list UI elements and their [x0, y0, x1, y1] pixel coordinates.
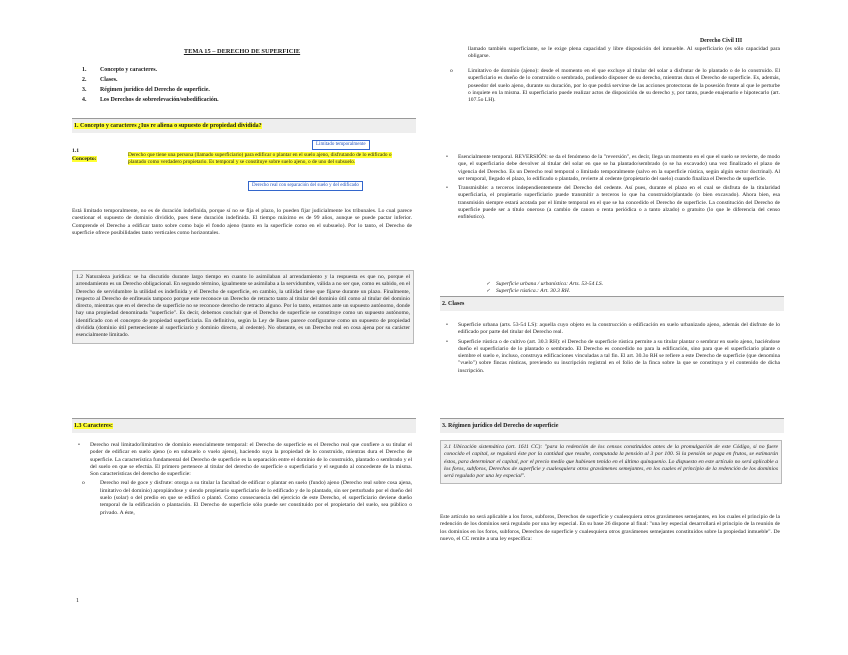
list-item: ✓ Superficie rústica.: Art. 30.3 RH. [440, 288, 780, 295]
tag-real: Derecho real con separación del suelo y del edificado [248, 181, 363, 191]
toc-item: 2. Clases. [82, 77, 118, 83]
concept-label: Concepto: [72, 156, 97, 162]
temporal-transmisible-list [440, 154, 780, 222]
concept-text: Derecho que tiene una persona (llamado superficiario) para edificar o plantar en el suelo ajeno, disfrutando de lo edificado o plantado como verdadero propietario. Es temporal y se constituye sobre suelo ajeno, o de uno del subsuelo. [128, 152, 392, 165]
toc-item: 3. Régimen jurídico del Derecho de superficie. [82, 87, 210, 93]
page-number: 1 [76, 598, 79, 604]
paragraph-temporal: Está limitado temporalmente, no es de duración indefinida, porque sí no se fija el plazo, lo pueden fijar judicialmente los tribunales. Lo cual parece cuestionar el supuesto de dominio dividido, pues tiene duración indefinida. El tiempo máximo es de 99 años, aunque se puede pactar inferior. Comprende el Derecho a edificar tanto sobre como bajo el fondo ajeno (tanto en la superficie como en el subsuelo). Por lo tanto, el Derecho de superficie ofrece posibilidades tanto verticales como horizontales. [72, 208, 412, 236]
list-item: ✓ Superficie urbana / urbanística: Arts. 53-54 LS. [440, 281, 780, 288]
section-1-header: 1. Concepto y caracteres ¿Ius re aliena o supuesto de propiedad dividida? [72, 118, 416, 133]
section-1-3-header: 1.3 Caracteres: [72, 418, 416, 433]
clases-list [440, 322, 780, 375]
continuation-text: llamado también superficiante, se le exige plena capacidad y libre disposición del inmueble. Al superficiario (es sólo capacidad para obligarse. [468, 46, 780, 60]
toc-item: 4. Los Derechos de sobreelevación/subedificación. [82, 97, 219, 103]
paragraph-final: Este artículo no será aplicable a los foros, subforos, Derechos de superficie y cualesquiera otros gravámenes semejantes, en los cuales el principio de la redención de los dominios será regulado por una ley especial. En su base 26 dispone al final: "una ley especial desarrollará el principio de la reunión de los dominios en los foros, subforos, Derechos de superficie y cualesquiera otros gravámenes semejantes constituidos sobre la propiedad inmueble". De nuevo, el CC remite a una ley específica: [440, 514, 780, 542]
concept-block [72, 140, 412, 200]
clases-checklist [440, 281, 780, 296]
toc-item: 1. Concepto y caracteres. [82, 67, 157, 73]
list-item: • Superficie urbana (arts. 53-54 LS): aquella cuyo objeto es la construcción o edificación en suelo urbanizado ajeno, además del disfrute de lo edificado por parte del titular del Derecho real. [440, 322, 780, 337]
caracteres-list [72, 442, 412, 517]
ubicacion-sistematica-box: 3.1 Ubicación sistemática (art. 1611 CC): "para la redención de los censos constituidos antes de la promulgación de este Código, si no fuere conocido el capital, se regulará éste por la cantidad que resulte, computada la pensión al 3 por 100. Si la pensión se paga en frutos, se estimarán éstos, para determinar el capital, por el precio medio que hubiesen tenido en el último quinquenio. Lo dispuesto en este artículo no será aplicable a los foros, subforos, Derechos de superficie y cualesquiera otros gravámenes semejantes, en los cuales el principio de la redención de los dominios será regulado por una ley especial". [440, 440, 782, 484]
table-of-contents [82, 67, 402, 107]
list-item: • Transmisible: a terceros independientemente del Derecho del cedente. Así pues, durante el plazo en el cual se disfruta de la titularidad superficiaria, el propietario superficiario puede transmitir a terceros lo que ha construido/plantado (o bien excavado). Ahora bien, esa transmisión siempre estará acotada por el límite temporal en el que se ha concedido el Derecho de superficie. La constitución del Derecho de superficie puede ser a título oneroso (a cambio de canon o renta periódica o a tanto alzado) o gratuito (lo que le diferencia del censo enfitéutico). [440, 185, 780, 221]
list-item: • Superficie rústica o de cultivo (art. 30.3 RH): el Derecho de superficie rústica permite a su titular plantar o sembrar en suelo ajeno, haciéndose dueño el superficiario de lo plantado o sembrado. El Derecho es concedido no para la edificación, sino para que el superficiario plante o siembre el suelo e, incluso, construya edificaciones vinculadas a tal fin. El art. 30.3o RH se refiere a este Derecho de superficie (que denomina "vuelo") sobre fincas rústicas, previendo su inscripción registral en el folio de la finca sobre la que se constituya y el contenido de dicha inscripción. [440, 339, 780, 375]
page-title: TEMA 15 – DERECHO DE SUPERFICIE [183, 48, 301, 55]
tag-temporal: Limitado temporalmente [312, 140, 370, 150]
list-item: • Esencialmente temporal. REVERSIÓN: se da el fenómeno de la "reversión", es decir, llega un momento en el que el suelo se revierte, de modo que, el superficiario debe devolver al titular del solar en que se ha plantado/sembrado (o se ha excavado) una vez finalizado el plazo de vigencia del Derecho. Es un Derecho real temporal o limitado temporalmente (salvo en la superficie rústica, según algún sector doctrinal). Al ser temporal, llegado el plazo, lo edificado o plantado, revierte al cedente (propietario del suelo) cuando finaliza el Derecho de superficie. [440, 154, 780, 183]
list-item: • Derecho real limitado/limitativo de dominio esencialmente temporal: el Derecho de superficie es el Derecho real que confiere a su titular el poder de edificar en suelo ajeno (o en subsuelo o vuelo ajeno), haciendo suya la propiedad de lo construido, mientras dura el Derecho de superficie. La característica fundamental del Derecho de superficie es la separación entre el dominio de lo construido, plantado o sembrado y el del suelo en que se efectúa. El primero pertenece al titular del derecho de superficie o superficiario y el segundo al concedente de la misma. Son características del derecho de superficie: [72, 442, 412, 478]
concept-number: 1.1 [72, 148, 79, 154]
naturaleza-juridica-box: 1.2 Naturaleza jurídica: se ha discutido durante largo tiempo en cuanto lo asimilaban al arrendamiento y la respuesta es que no, porque el arrendamiento es un Derecho obligacional. En segundo término, igualmente se asimilaba a la servidumbre, válida a no ser que, como es sabido, en el Derecho de servidumbre la utilidad es indefinida y el Derecho de superficie, en cambio, la utilidad tiene que fijarse durante un plazo. Finalmente, respecto al Derecho de enfiteusis tampoco porque este reconoce un Derecho de retracto tanto al titular del dominio útil como al titular del dominio directo, mientras que en el derecho de superficie no se reconoce derecho de retracto alguno. Por lo tanto, estamos ante un supuesto autónomo, donde hay una propiedad denominada "superficie". Es decir, debemos concluir que el Derecho de superficie se constituye como un supuesto autónomo, identificado con el concepto de propiedad superficiaria. En definitiva, según la Ley de Bases parece configurarse como un supuesto de propiedad dividida (dominio útil perteneciente al superficiario y dominio directo, al cedente). No obstante, es un Derecho real en cosa ajena por su carácter esencialmente limitado. [72, 270, 414, 344]
section-2-header: 2. Clases [440, 296, 784, 311]
header-right: Derecho Civil III [700, 38, 743, 44]
list-item: o Derecho real de goce y disfrute: otorga a su titular la facultad de edificar o plantar en suelo (fundo) ajeno (Derecho real sobre cosa ajena, limitativo del dominio) apropiándose y siendo propietario superficiario de lo edificado y de lo plantado, sin ser perturbado por el dueño del suelo (solar) o del predio en que se edificó o plantó. Como consecuencia del ejercicio de este Derecho, el superficiario deviene dueño temporal de la edificación o plantación. El Derecho de superficie sólo puede ser constituido por el propietario del suelo, sea público o privado. A éste, [72, 480, 412, 516]
section-3-header: 3. Régimen jurídico del Derecho de superficie [440, 418, 784, 433]
list-item: o Limitativo de dominio (ajeno): desde el momento en el que excluye al titular del solar a disfrutar de lo plantado o de lo construido. El superficiario es dueño de lo construido o sembrado, pudiendo disponer de su derecho, mientras dura el Derecho de superficie. Es, además, poseedor del suelo ajeno, durante su duración, por lo que podrá servirse de las acciones protectoras de la posesión frente al que le perturbe o inquiete en la misma. El superficiario puede realizar actos de disposición de su derecho y, por tanto, puede enajenarlo e hipotecarlo (art. 107.5o LH). [440, 68, 780, 104]
